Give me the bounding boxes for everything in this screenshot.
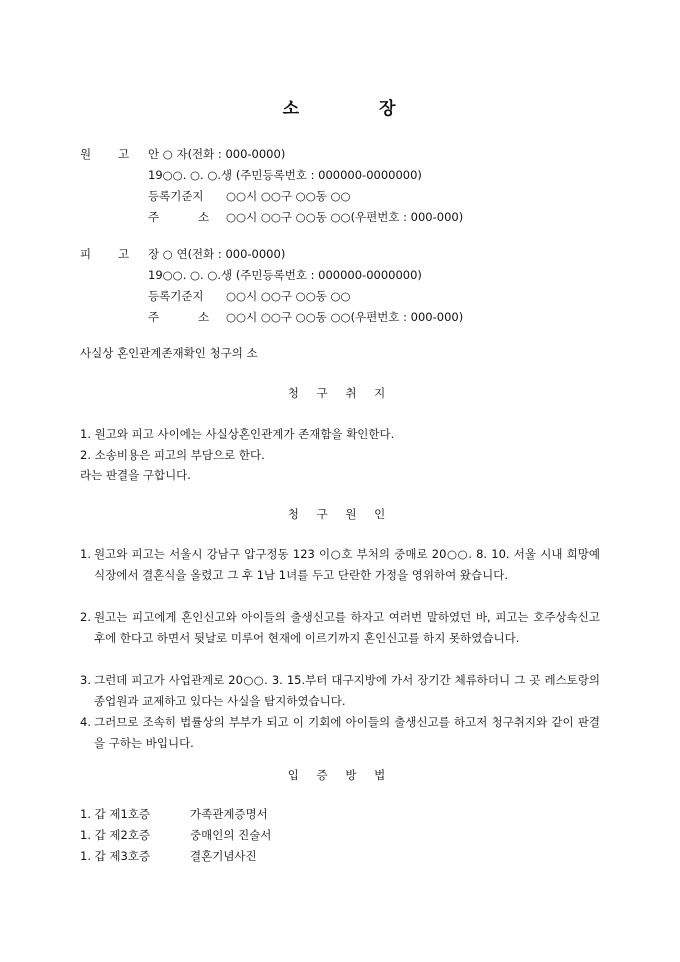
claim-cause-item-2: 2. 원고는 피고에게 혼인신고와 아이들의 출생신고를 하자고 여러번 말하였던 바, 피고는 호주상속신고 후에 한다고 하면서 뒷날로 미루어 현재에 이르기까지 혼인신고를 하지 못하였습니다. <box>80 610 600 645</box>
evidence-item: 1. 갑 제3호증 결혼기념사진 <box>80 849 257 863</box>
claim-purpose-heading: 청 구 취 지 <box>287 386 393 400</box>
plaintiff-registry: 등록기준지 ○○시 ○○구 ○○동 ○○ <box>148 189 351 203</box>
claim-cause-heading: 청 구 원 인 <box>287 507 393 521</box>
plaintiff-birth: 19○○. ○. ○.생 (주민등록번호 : 000000-0000000) <box>148 168 422 182</box>
title-char-2: 장 <box>379 99 398 119</box>
evidence-item: 1. 갑 제2호증 중매인의 진술서 <box>80 828 272 842</box>
defendant-address: 주 소 ○○시 ○○구 ○○동 ○○(우편번호 : 000-000) <box>148 310 464 324</box>
case-name: 사실상 혼인관계존재확인 청구의 소 <box>80 346 258 360</box>
plaintiff-name: 안 ○ 자(전화 : 000-0000) <box>148 147 286 161</box>
claim-cause-item-4: 4. 그러므로 조속히 법률상의 부부가 되고 이 기회에 아이들의 출생신고를 하고저 청구취지와 같이 판결을 구하는 바입니다. <box>80 715 600 750</box>
evidence-heading: 입 증 방 법 <box>287 768 393 782</box>
document-title <box>0 94 680 119</box>
defendant-role: 피 고 <box>80 247 130 261</box>
plaintiff-role: 원 고 <box>80 147 130 161</box>
claim-cause-item-3: 3. 그런데 피고가 사업관계로 20○○. 3. 15.부터 대구지방에 가서 장기간 체류하더니 그 곳 레스토랑의 종업원과 교제하고 있다는 사실을 탐지하였습니다. <box>80 673 600 708</box>
defendant-registry: 등록기준지 ○○시 ○○구 ○○동 ○○ <box>148 289 351 303</box>
evidence-item: 1. 갑 제1호증 가족관계증명서 <box>80 807 268 821</box>
claim-cause-item-1: 1. 원고와 피고는 서울시 강남구 압구정동 123 이○호 부처의 중매로 20○○. 8. 10. 서울 시내 희망예식장에서 결혼식을 올렸고 그 후 1남 1녀를 두고 단란한 가정을 영위하여 왔습니다. <box>80 547 600 582</box>
plaintiff-address: 주 소 ○○시 ○○구 ○○동 ○○(우편번호 : 000-000) <box>148 210 464 224</box>
title-char-1: 소 <box>282 99 301 119</box>
defendant-name: 장 ○ 연(전화 : 000-0000) <box>148 247 286 261</box>
claim-purpose-item-1: 1. 원고와 피고 사이에는 사실상혼인관계가 존재함을 확인한다. <box>80 427 395 441</box>
claim-purpose-item-2: 2. 소송비용은 피고의 부담으로 한다. <box>80 448 265 462</box>
claim-purpose-closing: 라는 판결을 구합니다. <box>80 468 191 482</box>
defendant-birth: 19○○. ○. ○.생 (주민등록번호 : 000000-0000000) <box>148 268 422 282</box>
